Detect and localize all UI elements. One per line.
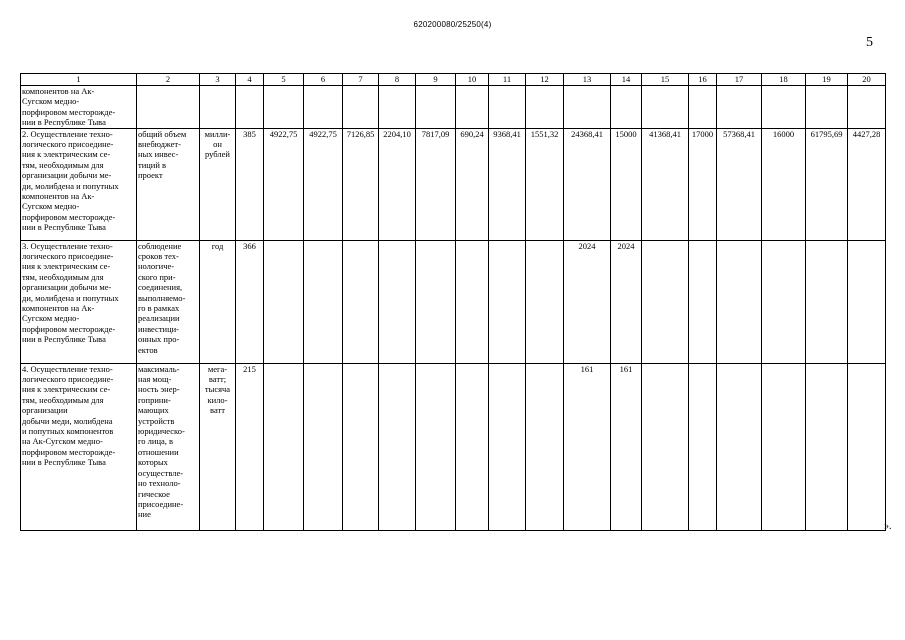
value-cell <box>762 363 806 530</box>
column-header: 12 <box>526 74 564 86</box>
column-header: 3 <box>200 74 236 86</box>
value-cell <box>416 86 456 129</box>
value-cell <box>416 363 456 530</box>
value-cell <box>848 363 886 530</box>
column-header: 7 <box>343 74 379 86</box>
value-cell: 385 <box>236 128 264 240</box>
value-cell: 1551,32 <box>526 128 564 240</box>
column-header: 16 <box>689 74 717 86</box>
value-cell <box>689 86 717 129</box>
value-cell: 7126,85 <box>343 128 379 240</box>
value-cell: 2204,10 <box>379 128 416 240</box>
value-cell <box>526 86 564 129</box>
indicator-cell <box>137 86 200 129</box>
value-cell <box>456 86 489 129</box>
value-cell <box>717 86 762 129</box>
document-id: 620200080/25250(4) <box>413 20 492 29</box>
table-row <box>21 240 886 363</box>
column-header: 1 <box>21 74 137 86</box>
value-cell <box>689 363 717 530</box>
value-cell: 9368,41 <box>489 128 526 240</box>
measure-cell: компонентов на Ак- Сугском медно- порфировом месторожде- нии в Республике Тыва <box>21 86 137 129</box>
unit-cell: год <box>200 240 236 363</box>
value-cell <box>611 86 642 129</box>
column-header: 6 <box>304 74 343 86</box>
page-number: 5 <box>866 35 873 50</box>
value-cell: 17000 <box>689 128 717 240</box>
value-cell <box>848 86 886 129</box>
value-cell <box>343 363 379 530</box>
value-cell <box>264 240 304 363</box>
unit-cell <box>200 86 236 129</box>
column-header: 14 <box>611 74 642 86</box>
value-cell <box>456 363 489 530</box>
value-cell <box>848 240 886 363</box>
value-cell <box>264 363 304 530</box>
value-cell: 7817,09 <box>416 128 456 240</box>
value-cell <box>762 86 806 129</box>
value-cell: 2024 <box>564 240 611 363</box>
column-header: 9 <box>416 74 456 86</box>
value-cell <box>304 363 343 530</box>
measure-cell: 2. Осуществление техно- логического присоедине- ния к электрическим се- тям, необходимым для организации добычи ме- ди, молибдена и попутных компонентов на Ак- Сугском медно- порфировом месторожде- нии в Республике Тыва <box>21 128 137 240</box>
value-cell <box>264 86 304 129</box>
value-cell: 4427,28 <box>848 128 886 240</box>
header-row <box>21 74 886 86</box>
indicators-table <box>20 73 886 531</box>
column-header: 11 <box>489 74 526 86</box>
value-cell <box>304 86 343 129</box>
value-cell: 16000 <box>762 128 806 240</box>
value-cell: 2024 <box>611 240 642 363</box>
value-cell <box>689 240 717 363</box>
value-cell <box>806 240 848 363</box>
value-cell <box>642 363 689 530</box>
value-cell <box>416 240 456 363</box>
column-header: 10 <box>456 74 489 86</box>
value-cell <box>489 86 526 129</box>
value-cell <box>806 363 848 530</box>
value-cell: 57368,41 <box>717 128 762 240</box>
value-cell <box>456 240 489 363</box>
value-cell: 4922,75 <box>304 128 343 240</box>
value-cell <box>526 363 564 530</box>
table-row <box>21 86 886 129</box>
value-cell <box>236 86 264 129</box>
column-header: 20 <box>848 74 886 86</box>
column-header: 19 <box>806 74 848 86</box>
value-cell: 690,24 <box>456 128 489 240</box>
measure-cell: 4. Осуществление техно- логического присоедине- ния к электрическим се- тям, необходимым для организации добычи меди, молибдена и попутных компонентов на Ак-Сугском медно- порфировом месторожде- нии в Республике Тыва <box>21 363 137 530</box>
value-cell <box>379 363 416 530</box>
table-row <box>21 363 886 530</box>
value-cell <box>379 86 416 129</box>
value-cell <box>642 240 689 363</box>
value-cell <box>343 86 379 129</box>
value-cell <box>489 363 526 530</box>
value-cell: 61795,69 <box>806 128 848 240</box>
unit-cell: мега- ватт; тысяча кило- ватт <box>200 363 236 530</box>
column-header: 2 <box>137 74 200 86</box>
value-cell <box>806 86 848 129</box>
value-cell <box>717 240 762 363</box>
value-cell: 15000 <box>611 128 642 240</box>
closing-quote-mark: ». <box>884 521 892 532</box>
value-cell <box>526 240 564 363</box>
column-header: 13 <box>564 74 611 86</box>
table-row <box>21 128 886 240</box>
value-cell <box>489 240 526 363</box>
column-header: 8 <box>379 74 416 86</box>
value-cell <box>762 240 806 363</box>
indicator-cell: общий объем внебюджет- ных инвес- тиций в проект <box>137 128 200 240</box>
value-cell: 24368,41 <box>564 128 611 240</box>
value-cell <box>642 86 689 129</box>
value-cell: 4922,75 <box>264 128 304 240</box>
value-cell <box>564 86 611 129</box>
measure-cell: 3. Осуществление техно- логического присоедине- ния к электрическим се- тям, необходимым для организации добычи ме- ди, молибдена и попутных компонентов на Ак- Сугском медно- порфировом месторожде- нии в Республике Тыва <box>21 240 137 363</box>
value-cell: 366 <box>236 240 264 363</box>
value-cell: 161 <box>564 363 611 530</box>
value-cell: 161 <box>611 363 642 530</box>
value-cell: 215 <box>236 363 264 530</box>
column-header: 15 <box>642 74 689 86</box>
value-cell <box>304 240 343 363</box>
indicator-cell: соблюдение сроков тех- нологиче- ского при- соединения, выполняемо- го в рамках реализации инвестици- онных про- ектов <box>137 240 200 363</box>
column-header: 17 <box>717 74 762 86</box>
value-cell: 41368,41 <box>642 128 689 240</box>
value-cell <box>717 363 762 530</box>
value-cell <box>379 240 416 363</box>
indicator-cell: максималь- ная мощ- ность энер- гоприни- мающих устройств юридическо- го лица, в отношении которых осуществле- но техноло- гическое присоедине- ние <box>137 363 200 530</box>
column-header: 5 <box>264 74 304 86</box>
value-cell <box>343 240 379 363</box>
column-header: 18 <box>762 74 806 86</box>
column-header: 4 <box>236 74 264 86</box>
unit-cell: милли- он рублей <box>200 128 236 240</box>
